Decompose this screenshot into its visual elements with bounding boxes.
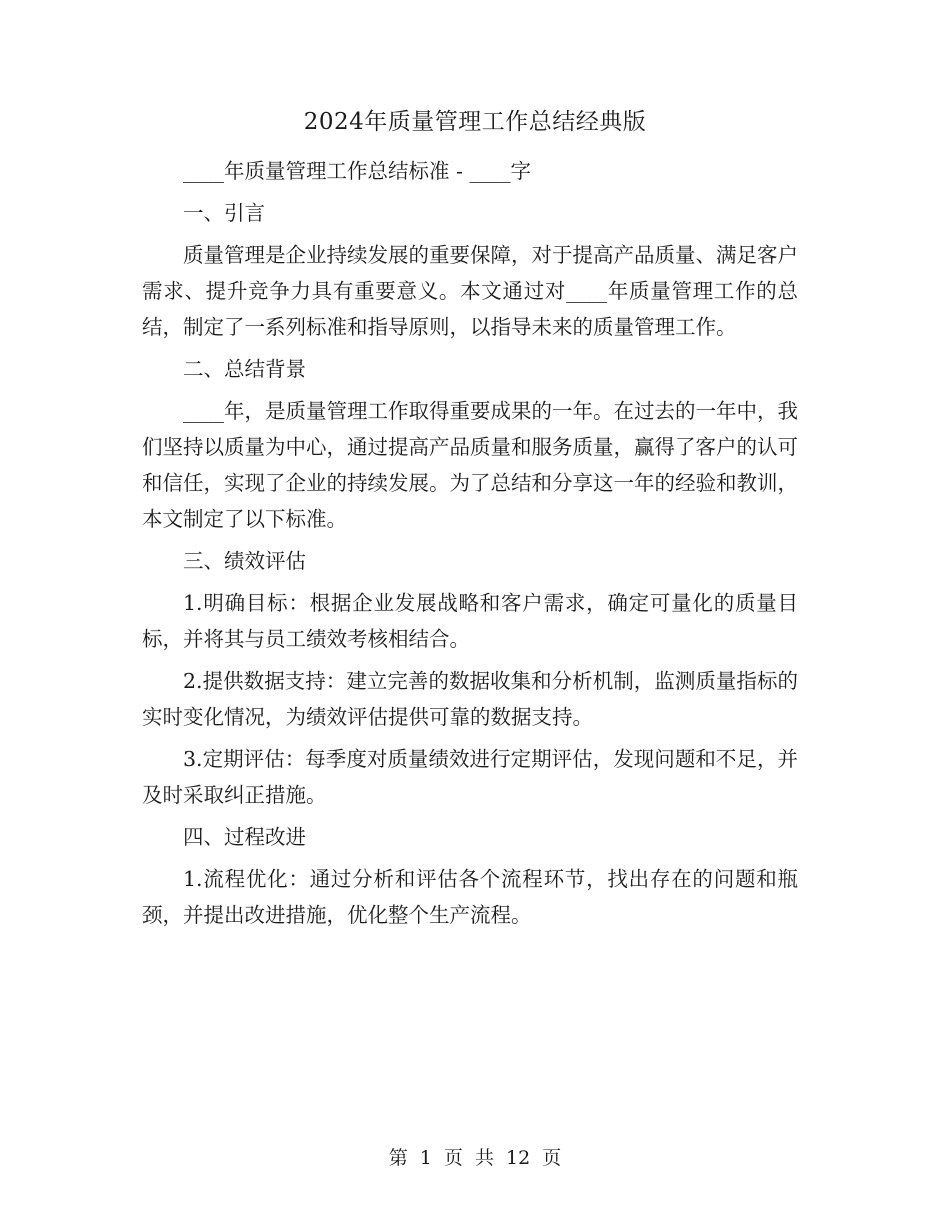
section-heading-background: 二、总结背景 [183,357,306,381]
section-heading-introduction: 一、引言 [183,201,265,225]
section-heading-performance: 三、绩效评估 [183,549,306,573]
paragraph-performance-1: 1.明确目标：根据企业发展战略和客户需求，确定可量化的质量目标，并将其与员工绩效考核相结合。 [142,591,798,651]
document-body [142,153,798,933]
section-heading-process: 四、过程改进 [183,825,306,849]
paragraph-process-1: 1.流程优化：通过分析和评估各个流程环节，找出存在的问题和瓶颈，并提出改进措施，优化整个生产流程。 [142,867,798,927]
paragraph-introduction: 质量管理是企业持续发展的重要保障，对于提高产品质量、满足客户需求、提升竞争力具有重要意义。本文通过对____年质量管理工作的总结，制定了一系列标准和指导原则，以指导未来的质量管理工作。 [142,243,798,339]
page-footer: 第 1 页 共 12 页 [388,1147,562,1169]
paragraph-performance-2: 2.提供数据支持：建立完善的数据收集和分析机制，监测质量指标的实时变化情况，为绩效评估提供可靠的数据支持。 [142,669,798,729]
paragraph-background: ____年，是质量管理工作取得重要成果的一年。在过去的一年中，我们坚持以质量为中心，通过提高产品质量和服务质量，赢得了客户的认可和信任，实现了企业的持续发展。为了总结和分享这一年的经验和教训，本文制定了以下标准。 [142,399,798,531]
document-title: 2024年质量管理工作总结经典版 [303,109,647,135]
subtitle-paragraph: ____年质量管理工作总结标准 - ____字 [183,159,531,183]
paragraph-performance-3: 3.定期评估：每季度对质量绩效进行定期评估，发现问题和不足，并及时采取纠正措施。 [142,747,798,807]
